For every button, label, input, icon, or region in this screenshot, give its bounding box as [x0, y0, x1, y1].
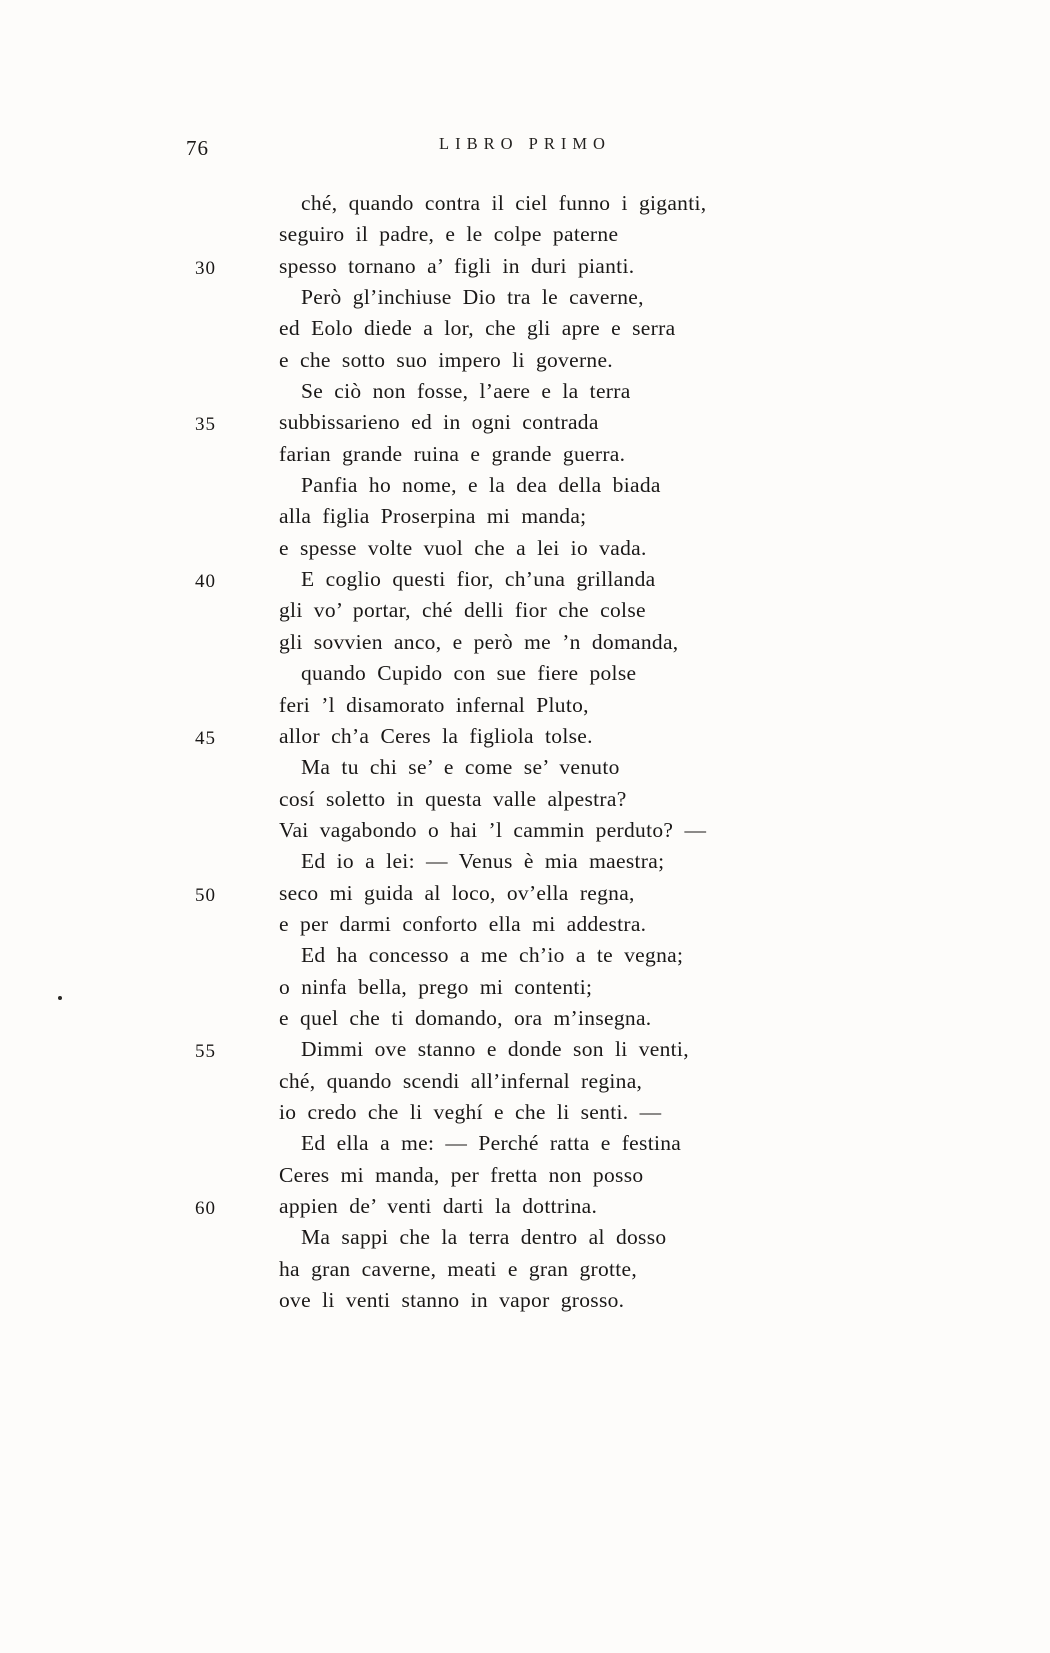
line-number: 35 — [195, 414, 216, 436]
verse-text: gli vo’ portar, ché delli fior che colse — [279, 598, 646, 623]
verse-line — [0, 348, 1050, 379]
verse-text: appien de’ venti darti la dottrina. — [279, 1194, 598, 1218]
line-number: 55 — [195, 1041, 216, 1063]
verse-line — [0, 1194, 1050, 1225]
verse-text: seguiro il padre, e le colpe paterne — [279, 222, 619, 247]
verse-line — [0, 818, 1050, 849]
line-number: 45 — [195, 727, 216, 749]
verse-block — [0, 191, 1050, 1319]
verse-text: Dimmi ove stanno e donde son li venti, — [301, 1037, 689, 1062]
verse-text: farian grande ruina e grande guerra. — [279, 441, 626, 466]
verse-text: ha gran caverne, meati e gran grotte, — [279, 1256, 638, 1281]
verse-text: alla figlia Proserpina mi manda; — [279, 504, 587, 529]
verse-line — [0, 661, 1050, 692]
verse-line — [0, 410, 1050, 441]
verse-line — [0, 536, 1050, 567]
verse-line — [0, 1131, 1050, 1162]
verse-text: seco mi guida al loco, ov’ella regna, — [279, 880, 635, 905]
verse-line — [0, 693, 1050, 724]
verse-text: ché, quando contra il ciel funno i giganti, — [301, 191, 707, 215]
verse-line — [0, 881, 1050, 912]
verse-line — [0, 442, 1050, 473]
page-number: 76 — [186, 136, 209, 160]
verse-text: allor ch’a Ceres la figliola tolse. — [279, 723, 593, 748]
verse-line — [0, 598, 1050, 629]
verse-text: gli sovvien anco, e però me ’n domanda, — [279, 629, 679, 654]
verse-text: cosí soletto in questa valle alpestra? — [279, 786, 627, 811]
verse-text: e per darmi conforto ella mi addestra. — [279, 911, 647, 936]
verse-text: Ma tu chi se’ e come se’ venuto — [301, 755, 620, 780]
verse-text: ove li venti stanno in vapor grosso. — [279, 1288, 625, 1313]
verse-line — [0, 975, 1050, 1006]
verse-text: spesso tornano a’ figli in duri pianti. — [279, 253, 635, 278]
verse-line — [0, 1288, 1050, 1319]
verse-text: Vai vagabondo o hai ’l cammin perduto? — — [279, 817, 707, 842]
verse-line — [0, 1037, 1050, 1068]
verse-line — [0, 222, 1050, 253]
verse-text: ché, quando scendi all’infernal regina, — [279, 1068, 643, 1093]
verse-text: Ed ha concesso a me ch’io a te vegna; — [301, 943, 684, 968]
verse-text: e spesse volte vuol che a lei io vada. — [279, 535, 647, 560]
verse-line — [0, 943, 1050, 974]
verse-text: Panfia ho nome, e la dea della biada — [301, 473, 661, 498]
line-number: 40 — [195, 571, 216, 593]
verse-text: o ninfa bella, prego mi contenti; — [279, 974, 593, 999]
ink-speck — [58, 996, 62, 1000]
verse-line — [0, 849, 1050, 880]
line-number: 60 — [195, 1198, 216, 1219]
verse-text: e quel che ti domando, ora m’insegna. — [279, 1005, 652, 1030]
verse-text: Ceres mi manda, per fretta non posso — [279, 1162, 644, 1187]
verse-text: Se ciò non fosse, l’aere e la terra — [301, 379, 631, 404]
verse-line — [0, 1006, 1050, 1037]
line-number: 50 — [195, 884, 216, 906]
verse-line — [0, 787, 1050, 818]
verse-line — [0, 1257, 1050, 1288]
line-number: 30 — [195, 257, 216, 279]
verse-line — [0, 1100, 1050, 1131]
verse-line — [0, 567, 1050, 598]
verse-line — [0, 630, 1050, 661]
verse-line — [0, 1225, 1050, 1256]
verse-text: quando Cupido con sue fiere polse — [301, 661, 637, 686]
verse-line — [0, 473, 1050, 504]
verse-line — [0, 1069, 1050, 1100]
verse-line — [0, 285, 1050, 316]
verse-line — [0, 316, 1050, 347]
verse-text: io credo che li veghí e che li senti. — — [279, 1099, 662, 1124]
verse-line — [0, 755, 1050, 786]
running-title: LIBRO PRIMO — [439, 134, 611, 153]
verse-line — [0, 1163, 1050, 1194]
verse-text: Ed ella a me: — Perché ratta e festina — [301, 1131, 682, 1156]
verse-text: subbissarieno ed in ogni contrada — [279, 410, 599, 435]
verse-line — [0, 254, 1050, 285]
verse-text: feri ’l disamorato infernal Pluto, — [279, 692, 589, 717]
verse-text: Ed io a lei: — Venus è mia maestra; — [301, 849, 665, 874]
verse-text: Però gl’inchiuse Dio tra le caverne, — [301, 285, 644, 310]
verse-text: ed Eolo diede a lor, che gli apre e serra — [279, 316, 676, 341]
verse-text: E coglio questi fior, ch’una grillanda — [301, 567, 656, 592]
verse-line — [0, 379, 1050, 410]
verse-line — [0, 724, 1050, 755]
verse-line — [0, 191, 1050, 222]
verse-text: Ma sappi che la terra dentro al dosso — [301, 1225, 667, 1250]
verse-line — [0, 504, 1050, 535]
verse-text: e che sotto suo impero li governe. — [279, 347, 613, 372]
verse-line — [0, 912, 1050, 943]
